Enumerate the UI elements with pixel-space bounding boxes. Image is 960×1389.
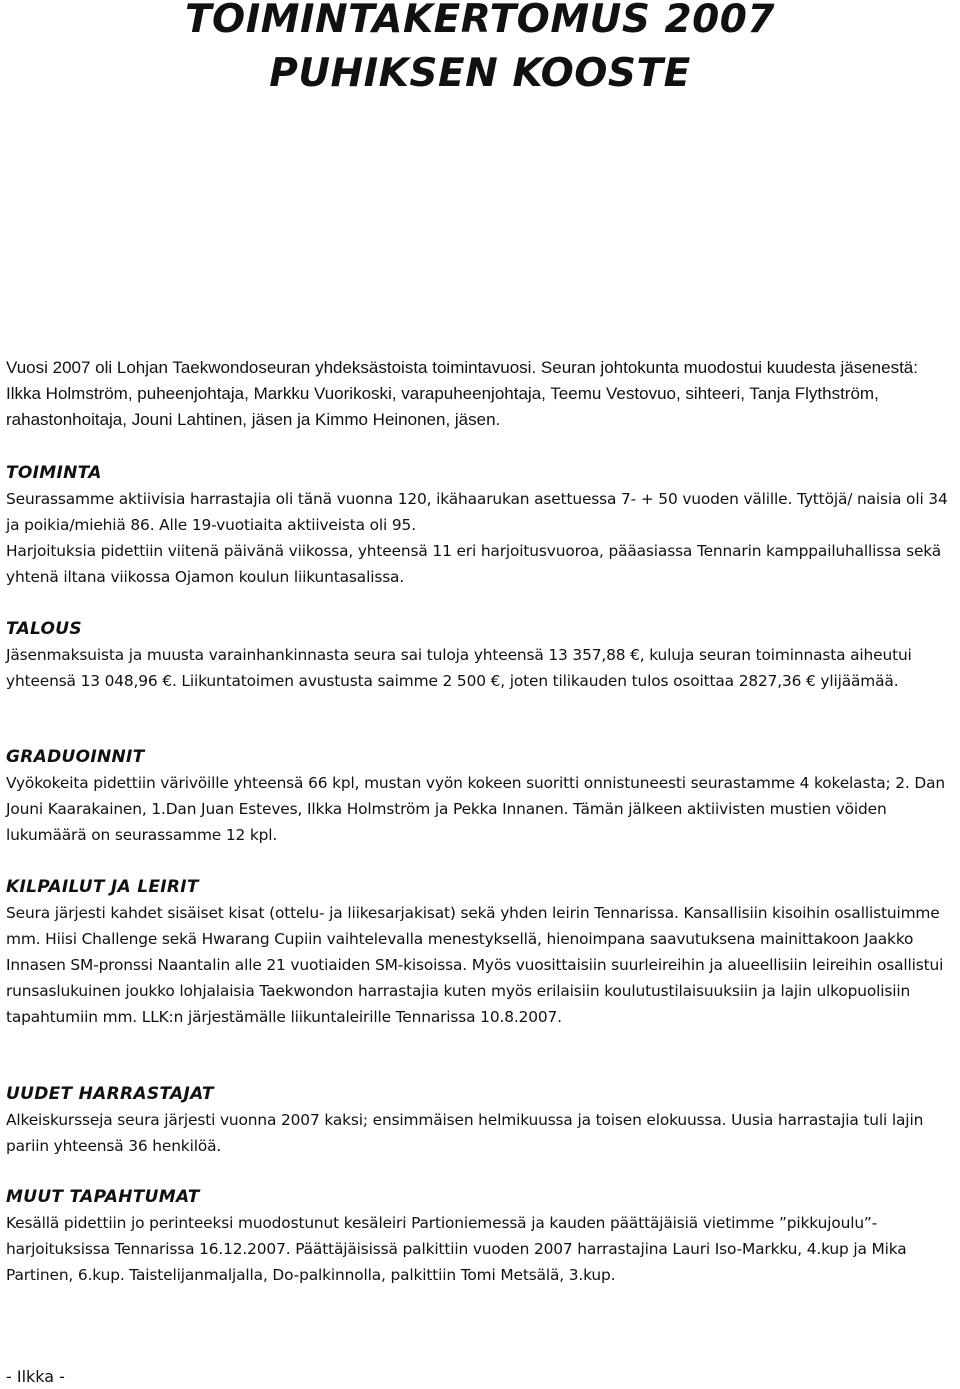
section-paragraph: Harjoituksia pidettiin viitenä päivänä viikossa, yhteensä 11 eri harjoitusvuoroa, pääasiassa Tennarin kamppailuhallissa sekä yhtenä iltana viikossa Ojamon koulun liikuntasalissa. bbox=[6, 542, 942, 586]
section-heading: UUDET HARRASTAJAT bbox=[6, 1084, 214, 1104]
section-kilpailut-ja-leirit bbox=[6, 874, 954, 1030]
section-talous bbox=[6, 616, 954, 694]
section-paragraph: Kesällä pidettiin jo perinteeksi muodostunut kesäleiri Partioniemessä ja kauden päättäjäisiä vietimme ”pikkujoulu”-harjoituksissa Tennarissa 16.12.2007. Päättäjäisissä palkittiin vuoden 2007 harrastajina Lauri Iso-Markku, 4.kup ja Mika Partinen, 6.kup. Taistelijanmaljalla, Do-palkinnolla, palkittiin Tomi Metsälä, 3.kup. bbox=[6, 1214, 907, 1284]
document-title-line-1: TOIMINTAKERTOMUS 2007 bbox=[184, 0, 776, 42]
section-heading: TALOUS bbox=[6, 619, 82, 639]
section-heading: TOIMINTA bbox=[6, 463, 102, 483]
section-toiminta bbox=[6, 460, 954, 590]
section-paragraph: Seurassamme aktiivisia harrastajia oli tänä vuonna 120, ikähaarukan asettuessa 7- + 50 vuoden välille. Tyttöjä/ naisia oli 34 ja poikia/miehiä 86. Alle 19-vuotiaita aktiiveista oli 95. bbox=[6, 490, 948, 534]
section-uudet-harrastajat bbox=[6, 1081, 954, 1159]
section-paragraph: Jäsenmaksuista ja muusta varainhankinnasta seura sai tuloja yhteensä 13 357,88 €, kuluja seuran toiminnasta aiheutui yhteensä 13 048,96 €. Liikuntatoimen avustusta saimme 2 500 €, joten tilikauden tulos osoittaa 2827,36 € ylijäämää. bbox=[6, 646, 912, 690]
section-muut-tapahtumat bbox=[6, 1184, 954, 1288]
section-graduoinnit bbox=[6, 744, 954, 848]
intro-paragraph: Vuosi 2007 oli Lohjan Taekwondoseuran yhdeksästoista toimintavuosi. Seuran johtokunta muodostui kuudesta jäsenestä: Ilkka Holmström, puheenjohtaja, Markku Vuorikoski, varapuheenjohtaja, Teemu Vestovuo, sihteeri, Tanja Flythström, rahastonhoitaja, Jouni Lahtinen, jäsen ja Kimmo Heinonen, jäsen. bbox=[6, 358, 918, 429]
section-paragraph: Seura järjesti kahdet sisäiset kisat (ottelu- ja liikesarjakisat) sekä yhden leirin Tennarissa. Kansallisiin kisoihin osallistuimme mm. Hiisi Challenge sekä Hwarang Cupiin vaihtelevalla menestyksellä, hienoimpana saavutuksena mainittakoon Jaakko Innasen SM-pronssi Naantalin alle 21 vuotiaiden SM-kisoissa. Myös vuosittaisiin suurleireihin ja alueellisiin leireihin osallistui runsaslukuinen joukko lohjalaisia Taekwondon harrastajia kuten myös erilaisiin koulutustilaisuuksiin ja lajin ulkopuolisiin tapahtumiin mm. LLK:n järjestämälle liikuntaleirille Tennarissa 10.8.2007. bbox=[6, 904, 944, 1026]
section-paragraph: Alkeiskursseja seura järjesti vuonna 2007 kaksi; ensimmäisen helmikuussa ja toisen elokuussa. Uusia harrastajia tuli lajin pariin yhteensä 36 henkilöä. bbox=[6, 1111, 924, 1155]
document-title-line-2: PUHIKSEN KOOSTE bbox=[269, 51, 691, 96]
section-heading: GRADUOINNIT bbox=[6, 747, 145, 767]
signature: - Ilkka - bbox=[6, 1367, 65, 1386]
section-heading: KILPAILUT JA LEIRIT bbox=[6, 877, 199, 897]
section-paragraph: Vyökokeita pidettiin värivöille yhteensä 66 kpl, mustan vyön kokeen suoritti onnistuneesti seurastamme 4 kokelasta; 2. Dan Jouni Kaarakainen, 1.Dan Juan Esteves, Ilkka Holmström ja Pekka Innanen. Tämän jälkeen aktiivisten mustien vöiden lukumäärä on seurassamme 12 kpl. bbox=[6, 774, 945, 844]
section-heading: MUUT TAPAHTUMAT bbox=[6, 1187, 200, 1207]
